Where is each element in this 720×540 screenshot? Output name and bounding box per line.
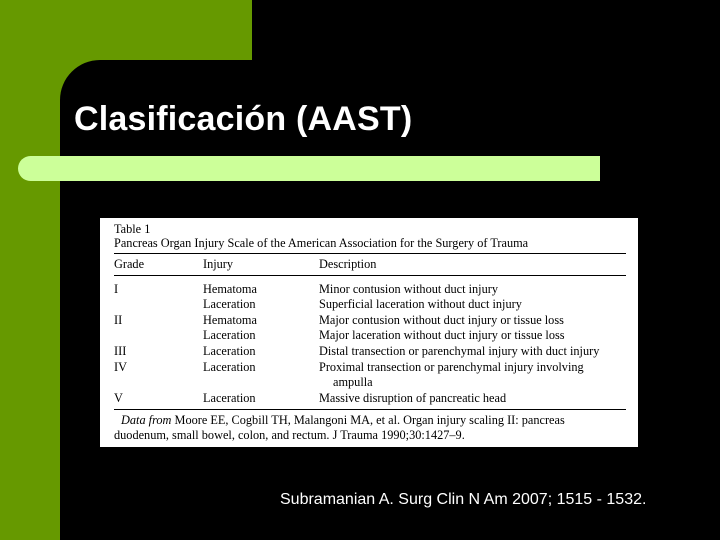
table-header-row bbox=[114, 257, 626, 273]
table-row bbox=[114, 282, 626, 298]
header-grade: Grade bbox=[114, 257, 145, 271]
cell-description: Distal transection or parenchymal injury with duct injury bbox=[319, 343, 600, 358]
cell-injury: Laceration bbox=[203, 390, 256, 405]
cell-grade: I bbox=[114, 281, 119, 296]
table-row bbox=[114, 391, 626, 407]
cell-grade: IV bbox=[114, 359, 127, 374]
table-row bbox=[114, 375, 626, 391]
cell-grade: III bbox=[114, 343, 127, 358]
table-caption: Pancreas Organ Injury Scale of the American Association for the Surgery of Trauma bbox=[114, 236, 529, 250]
cell-grade bbox=[114, 375, 203, 391]
cell-grade bbox=[114, 297, 203, 313]
table-row bbox=[114, 313, 626, 329]
footnote-line2: duodenum, small bowel, colon, and rectum. J Trauma 1990;30:1427–9. bbox=[114, 428, 465, 443]
table-bottom-rule bbox=[114, 409, 626, 410]
table-image bbox=[100, 218, 638, 447]
cell-description: Proximal transection or parenchymal injury involving bbox=[319, 359, 584, 374]
cell-grade bbox=[114, 328, 203, 344]
footnote-line1: Moore EE, Cogbill TH, Malangoni MA, et al. Organ injury scaling II: pancreas bbox=[174, 413, 565, 428]
slide-citation: Subramanian A. Surg Clin N Am 2007; 1515 - 1532. bbox=[280, 491, 647, 508]
cell-injury: Laceration bbox=[203, 297, 256, 312]
header-description: Description bbox=[319, 257, 377, 271]
cell-grade: V bbox=[114, 390, 123, 405]
cell-injury: Hematoma bbox=[203, 281, 257, 296]
cell-injury: Laceration bbox=[203, 343, 256, 358]
table-row bbox=[114, 360, 626, 376]
cell-description: Minor contusion without duct injury bbox=[319, 281, 498, 296]
left-green-band bbox=[0, 0, 60, 540]
cell-description: Superficial laceration without duct injury bbox=[319, 297, 522, 312]
top-green-band bbox=[0, 0, 252, 60]
table-header-rule bbox=[114, 275, 626, 276]
cell-description: Major contusion without duct injury or tissue loss bbox=[319, 312, 564, 327]
table-row bbox=[114, 328, 626, 344]
slide-title: Clasificación (AAST) bbox=[74, 100, 413, 138]
cell-injury: Hematoma bbox=[203, 312, 257, 327]
table-row bbox=[114, 344, 626, 360]
title-underline-bar bbox=[18, 156, 600, 181]
table-label: Table 1 bbox=[114, 222, 151, 236]
table-top-rule bbox=[114, 253, 626, 254]
footnote-prefix: Data from bbox=[121, 413, 172, 428]
header-injury: Injury bbox=[203, 257, 234, 271]
cell-injury: Laceration bbox=[203, 359, 256, 374]
cell-description: Massive disruption of pancreatic head bbox=[319, 390, 507, 405]
cell-description: ampulla bbox=[333, 375, 373, 390]
cell-description: Major laceration without duct injury or tissue loss bbox=[319, 328, 565, 343]
table-footnote bbox=[114, 413, 626, 428]
cell-grade: II bbox=[114, 312, 123, 327]
cell-injury bbox=[203, 375, 319, 391]
table-row bbox=[114, 297, 626, 313]
cell-injury: Laceration bbox=[203, 328, 256, 343]
